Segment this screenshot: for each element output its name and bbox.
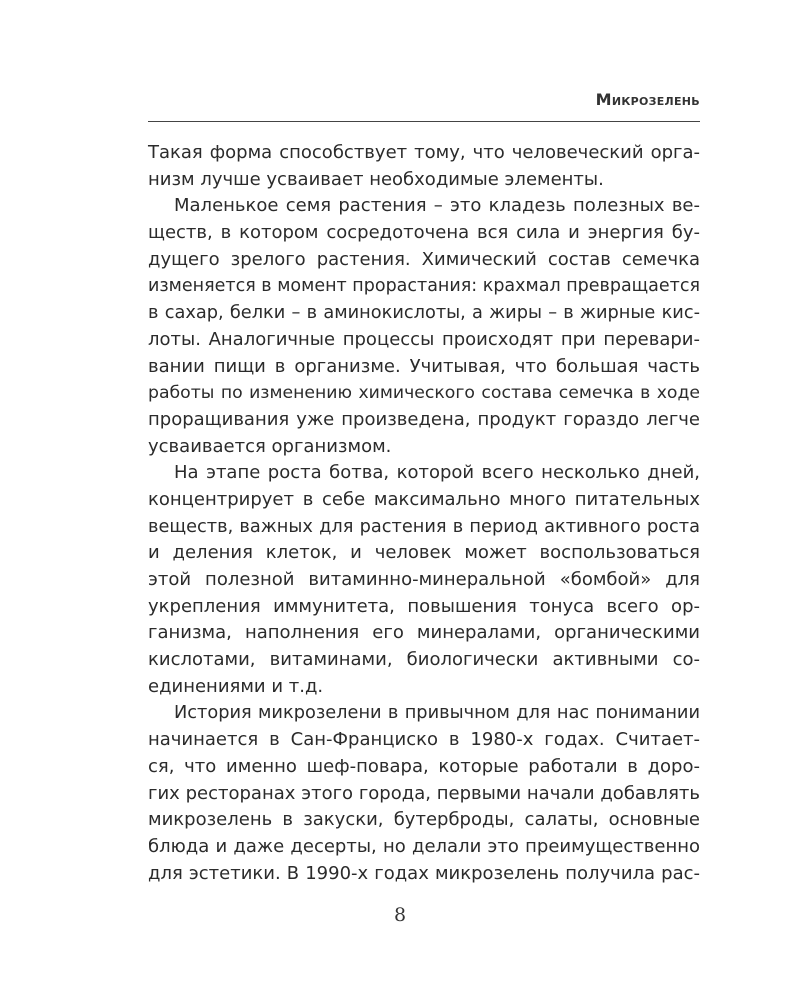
- text-line: На этапе роста ботва, которой всего несколько дней,: [174, 462, 700, 484]
- text-line: Маленькое семя растения – это кладезь полезных ве-: [174, 195, 700, 217]
- text-line: дущего зрелого растения. Химический состав семечка: [148, 248, 700, 270]
- text-line: вании пищи в организме. Учитывая, что большая часть: [148, 355, 700, 377]
- text-line: и деления клеток, и человек может воспользоваться: [148, 542, 700, 564]
- paragraph: [148, 193, 700, 460]
- text-line: этой полезной витаминно-минеральной «бомбой» для: [148, 569, 700, 590]
- text-line: ся, что именно шеф-повара, которые работали в доро-: [148, 755, 700, 777]
- body-text: [148, 140, 700, 887]
- text-line: гих ресторанах этого города, первыми начали добавлять: [148, 782, 700, 804]
- paragraph: [148, 460, 700, 700]
- text-line: лоты. Аналогичные процессы происходят при перевари-: [148, 328, 700, 350]
- text-line: низм лучше усваивает необходимые элементы.: [148, 168, 604, 190]
- text-line: укрепления иммунитета, повышения тонуса всего ор-: [148, 595, 700, 617]
- text-line: изменяется в момент прорастания: крахмал превращается: [148, 276, 700, 297]
- text-line: работы по изменению химического состава семечка в ходе: [148, 383, 700, 404]
- text-line: концентрирует в себе максимально много питательных: [148, 488, 700, 510]
- paragraph: [148, 700, 700, 887]
- text-line: ществ, в котором сосредоточена вся сила и энергия бу-: [148, 222, 700, 244]
- paragraph: [148, 140, 700, 193]
- text-line: История микрозелени в привычном для нас понимании: [174, 703, 700, 724]
- header-divider: [148, 121, 700, 122]
- text-line: начинается в Сан-Франциско в 1980-х годах. Считает-: [148, 729, 700, 751]
- text-line: блюда и даже десерты, но делали это преимущественно: [148, 835, 700, 857]
- page-number: 8: [393, 904, 407, 926]
- text-line: микрозелень в закуски, бутерброды, салаты, основные: [148, 809, 700, 831]
- text-line: единениями и т.д.: [148, 675, 324, 697]
- text-line: для эстетики. В 1990-х годах микрозелень получила рас-: [148, 862, 700, 884]
- text-line: в сахар, белки – в аминокислоты, а жиры – в жирные кис-: [148, 303, 700, 324]
- text-line: проращивания уже произведена, продукт гораздо легче: [148, 408, 700, 430]
- text-line: усваивается организмом.: [148, 435, 392, 457]
- text-line: кислотами, витаминами, биологически активными со-: [148, 649, 700, 671]
- text-line: Такая форма способствует тому, что человеческий орга-: [148, 142, 700, 163]
- text-line: ганизма, наполнения его минералами, органическими: [148, 622, 700, 644]
- running-header-title: Микрозелень: [595, 90, 700, 109]
- text-line: веществ, важных для растения в период активного роста: [148, 516, 700, 537]
